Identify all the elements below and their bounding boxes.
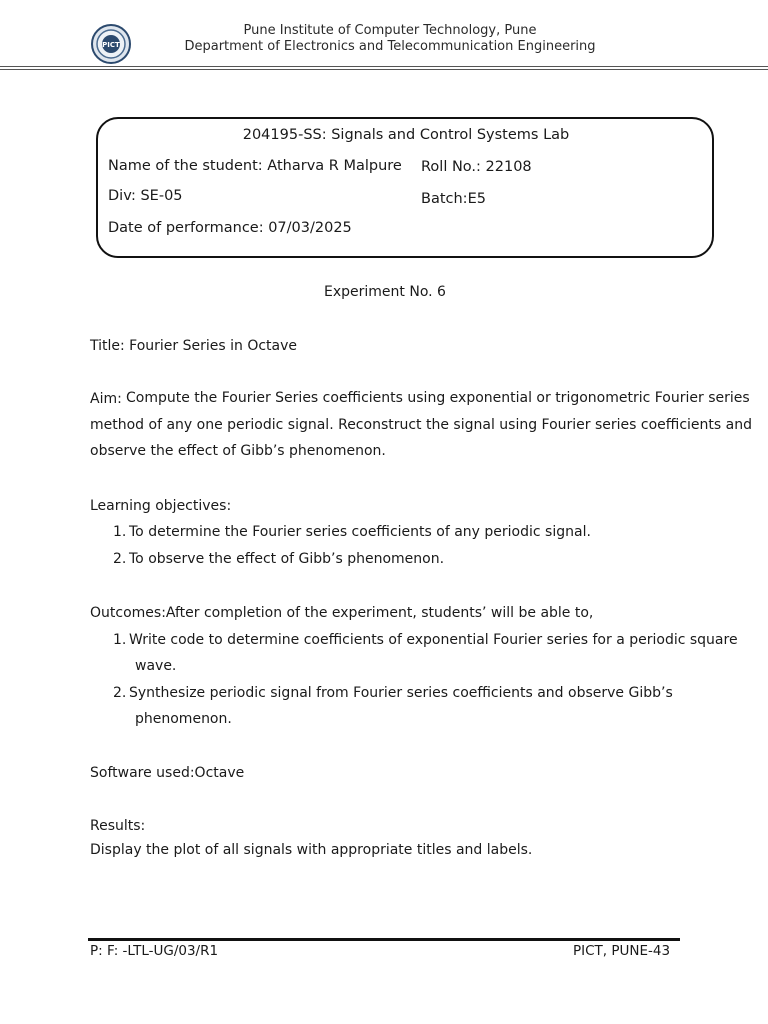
- footer-form-code: P: F: -LTL-UG/03/R1: [90, 943, 219, 959]
- list-number: 1.: [113, 632, 127, 648]
- footer-institute: PICT, PUNE-43: [573, 943, 671, 959]
- institute-name: Pune Institute of Computer Technology, Pune: [243, 23, 537, 38]
- aim-line: method of any one periodic signal. Reconstruct the signal using Fourier series coefficients and: [90, 417, 752, 433]
- batch: Batch:E5: [421, 191, 486, 207]
- outcome-text-continued: wave.: [135, 658, 177, 674]
- roll-number: Roll No.: 22108: [421, 159, 532, 175]
- results-text: Display the plot of all signals with appropriate titles and labels.: [90, 842, 533, 858]
- results-heading: Results:: [90, 818, 146, 834]
- svg-text:PICT: PICT: [102, 41, 120, 49]
- student-name: Name of the student: Atharva R Malpure: [108, 158, 402, 174]
- objective-text: To observe the effect of Gibb’s phenomenon.: [129, 551, 445, 567]
- aim-line: observe the effect of Gibb’s phenomenon.: [90, 443, 386, 459]
- outcome-item: [113, 632, 738, 648]
- date-of-performance: Date of performance: 07/03/2025: [108, 220, 352, 236]
- outcomes-heading: Outcomes:After completion of the experiment, students’ will be able to,: [90, 605, 594, 621]
- pict-logo: [91, 24, 131, 64]
- footer-divider: [88, 938, 680, 941]
- outcome-text-continued: phenomenon.: [135, 711, 232, 727]
- objective-item: [113, 551, 444, 567]
- software-used: Software used:Octave: [90, 765, 245, 781]
- objective-text: To determine the Fourier series coefficients of any periodic signal.: [129, 524, 591, 540]
- header-divider: [0, 66, 768, 67]
- objective-item: [113, 524, 591, 540]
- experiment-number: Experiment No. 6: [324, 284, 446, 300]
- list-number: 1.: [113, 524, 127, 540]
- experiment-title: Title: Fourier Series in Octave: [90, 338, 298, 354]
- objectives-heading: Learning objectives:: [90, 498, 232, 514]
- aim-label: Aim:: [90, 391, 122, 407]
- header-divider-secondary: [0, 69, 768, 70]
- aim-line: Compute the Fourier Series coefficients using exponential or trigonometric Fourier series: [126, 390, 750, 406]
- outcome-text: Write code to determine coefficients of exponential Fourier series for a periodic square: [129, 632, 738, 648]
- division: Div: SE-05: [108, 188, 183, 204]
- department-name: Department of Electronics and Telecommunication Engineering: [184, 39, 596, 54]
- outcome-text: Synthesize periodic signal from Fourier series coefficients and observe Gibb’s: [129, 685, 673, 701]
- list-number: 2.: [113, 685, 127, 701]
- outcome-item: [113, 685, 673, 701]
- list-number: 2.: [113, 551, 127, 567]
- course-title: 204195-SS: Signals and Control Systems Lab: [242, 127, 570, 143]
